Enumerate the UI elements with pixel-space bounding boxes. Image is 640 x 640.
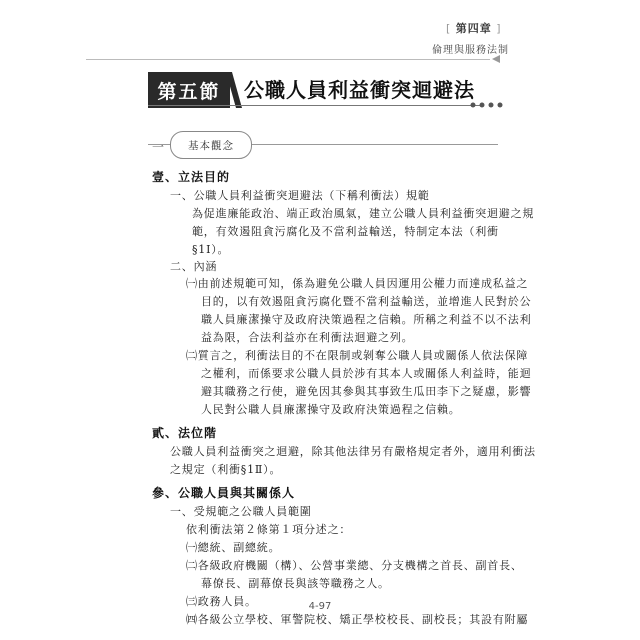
text-line: 益為限，合法利益亦在利衝法迴避之列。 <box>201 331 414 344</box>
text-line: ㈣各級公立學校、軍警院校、矯正學校校長、副校長；其設有附屬 <box>186 613 529 626</box>
section-slash-icon <box>226 72 242 108</box>
text-line: 人民對公職人員廉潔操守及政府決策過程之信賴。 <box>201 403 461 416</box>
section-heading: 壹、立法目的 <box>152 170 231 184</box>
text-line: 之規定（利衝§1Ⅱ）。 <box>170 463 282 476</box>
concept-label: 基本觀念 <box>170 131 252 159</box>
section-number: 第五節 <box>148 72 230 108</box>
chapter-tag <box>446 20 502 36</box>
section-rule <box>148 105 484 106</box>
section-heading: 貳、法位階 <box>152 426 218 440</box>
text-line: 目的，以有效遏阻貪污腐化暨不當利益輸送，並增進人民對於公 <box>201 295 532 308</box>
text-line: 二、內涵 <box>170 260 218 273</box>
text-line: 為促進廉能政治、端正政治風氣，建立公職人員利益衝突迴避之規 <box>192 207 535 220</box>
text-line: ㈠由前述規範可知，係為避免公職人員因運用公權力而達成私益之 <box>186 277 529 290</box>
chapter-label: 第四章 <box>455 22 492 35</box>
chapter-subtitle: 倫理與服務法制 <box>432 45 509 56</box>
header-triangle-icon <box>492 55 500 63</box>
chapter-bracket-close: ] <box>496 22 502 35</box>
text-line: 職人員廉潔操守及政府決策過程之信賴。所稱之利益不以不法利 <box>201 313 532 326</box>
header-rule <box>86 59 490 60</box>
text-line: 範，有效遏阻貪污腐化及不當利益輸送，特制定本法（利衝 <box>192 225 499 238</box>
page-number: 4-97 <box>308 601 332 612</box>
section-heading: 參、公職人員與其關係人 <box>152 486 296 500</box>
text-line: 一、公職人員利益衝突迴避法（下稱利衝法）規範 <box>170 189 430 202</box>
text-line: 公職人員利益衝突之迴避，除其他法律另有嚴格規定者外，適用利衝法 <box>170 445 536 458</box>
section-title: 公職人員利益衝突迴避法 <box>244 78 475 102</box>
text-line: 幕僚長、副幕僚長與該等職務之人。 <box>201 577 390 590</box>
text-line: ㈡各級政府機關（構）、公營事業總、分支機構之首長、副首長、 <box>186 559 523 572</box>
text-line: ㈡質言之，利衝法目的不在限制或剝奪公職人員或關係人依法保障 <box>186 349 529 362</box>
dots-ornament-icon <box>470 100 504 110</box>
text-line: 一、受規範之公職人員範圍 <box>170 505 312 518</box>
text-line: §1Ⅰ）。 <box>192 243 230 256</box>
concept-number: 一 <box>152 140 165 154</box>
text-line: ㈢政務人員。 <box>186 595 257 608</box>
text-line: 之權利，而係要求公職人員於涉有其本人或關係人利益時，能迴 <box>201 367 532 380</box>
text-line: 依利衝法第２條第１項分述之： <box>186 523 352 536</box>
chapter-bracket-open: [ <box>446 22 452 35</box>
text-line: 避其職務之行使，避免因其參與其事致生瓜田李下之疑慮，影響 <box>201 385 532 398</box>
text-line: ㈠總統、副總統。 <box>186 541 281 554</box>
